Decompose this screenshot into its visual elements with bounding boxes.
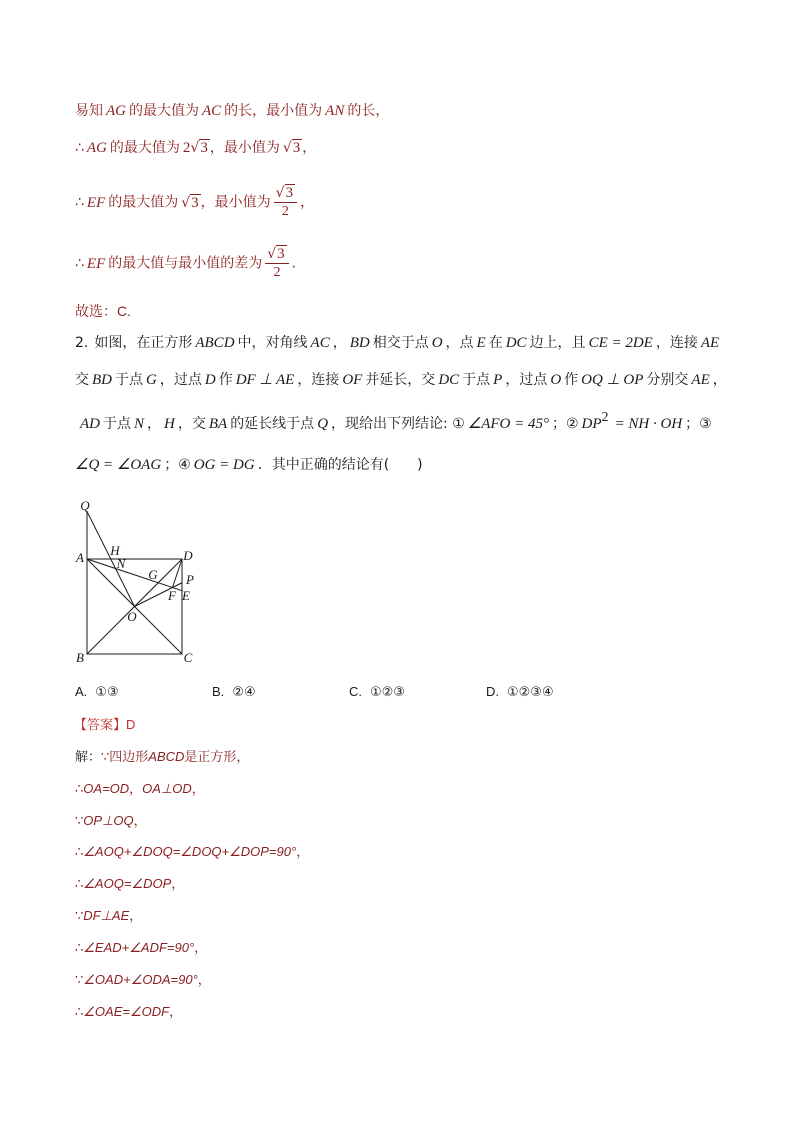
math-variable: O bbox=[550, 372, 562, 388]
fraction bbox=[265, 246, 288, 281]
text-segment: 的最大值为 bbox=[109, 140, 180, 156]
therefore-symbol: ∴ bbox=[75, 941, 84, 956]
text-segment: 的最大值为 bbox=[129, 103, 199, 119]
text-segment: 在 bbox=[488, 335, 503, 351]
prev-solution-line-4 bbox=[75, 246, 296, 281]
math-variable: ABCD bbox=[195, 335, 235, 351]
text-segment: 边上，且 bbox=[529, 335, 586, 351]
text-segment: ， bbox=[191, 782, 205, 797]
text-segment: 故选： bbox=[75, 304, 117, 320]
text-segment: ，交 bbox=[177, 416, 206, 432]
therefore-symbol: ∴ bbox=[75, 194, 84, 211]
option-c[interactable] bbox=[349, 682, 405, 703]
math-variable: AE bbox=[691, 372, 710, 388]
prev-solution-line-3 bbox=[75, 185, 314, 220]
answer-line bbox=[74, 715, 135, 736]
option-letter: D. bbox=[486, 684, 499, 699]
label-d: D bbox=[183, 548, 193, 563]
text-segment: ， bbox=[169, 1005, 183, 1020]
math-variable: OF bbox=[342, 372, 363, 388]
text-segment: 的最大值为 bbox=[108, 194, 179, 211]
math-expression: ∠EAD+∠ADF=90° bbox=[83, 940, 195, 955]
math-variable: P bbox=[493, 372, 503, 388]
text-segment: 如图，在正方形 bbox=[94, 335, 193, 351]
therefore-symbol: ∴ bbox=[75, 140, 84, 156]
option-letter: C. bbox=[349, 684, 362, 699]
math-variable: G bbox=[146, 372, 157, 388]
label-f: F bbox=[168, 588, 176, 603]
prev-solution-line-2 bbox=[75, 138, 316, 158]
chosen-option: C. bbox=[117, 303, 131, 319]
fraction-numerator bbox=[265, 246, 288, 264]
text-segment: ， bbox=[300, 194, 315, 211]
answer-label: 【答案】 bbox=[74, 718, 127, 733]
sqrt-coefficient: 2 bbox=[182, 140, 191, 156]
text-segment: ，连接 bbox=[655, 335, 698, 351]
math-variable: E bbox=[476, 335, 486, 351]
math-expression: OP⊥OQ bbox=[83, 813, 134, 828]
math-variable: AN bbox=[325, 103, 345, 119]
label-p: P bbox=[186, 572, 194, 587]
math-expression: ∠OAE=∠ODF bbox=[83, 1004, 170, 1019]
text-segment: ，过点 bbox=[505, 372, 548, 388]
math-expression: ∠AOQ+∠DOQ=∠DOQ+∠DOP=90° bbox=[83, 844, 297, 859]
text-segment: ，点 bbox=[445, 335, 474, 351]
geometry-figure bbox=[68, 495, 208, 670]
radical-sign: √ bbox=[190, 140, 200, 156]
math-variable: AC bbox=[310, 335, 330, 351]
text-segment: ， bbox=[133, 814, 147, 829]
text-segment: 并延长，交 bbox=[365, 372, 436, 388]
option-a[interactable] bbox=[75, 682, 119, 703]
math-variable: AE bbox=[700, 335, 720, 351]
option-b[interactable] bbox=[212, 682, 256, 703]
text-segment: ， bbox=[197, 973, 211, 988]
option-letter: B. bbox=[212, 684, 225, 699]
option-d[interactable] bbox=[486, 682, 554, 703]
question-number: 2. bbox=[75, 335, 89, 351]
text-segment: ， bbox=[171, 877, 185, 892]
label-b: B bbox=[76, 650, 84, 665]
text-segment: 于点 bbox=[103, 416, 131, 432]
math-expression: ∠OAD+∠ODA=90° bbox=[83, 972, 198, 987]
math-variable: EF bbox=[86, 194, 106, 211]
text-segment: ，最小值为 bbox=[200, 194, 271, 211]
question-line-3 bbox=[77, 410, 712, 435]
text-segment: 作 bbox=[564, 372, 579, 388]
label-n: N bbox=[116, 556, 126, 571]
solution-line-2 bbox=[75, 811, 147, 832]
solution-line-7 bbox=[75, 970, 211, 991]
option-value: ①③ bbox=[95, 685, 119, 700]
text-segment: ，现给出下列结论: ① bbox=[331, 416, 465, 432]
prev-solution-line-1 bbox=[75, 101, 389, 121]
radicand: 3 bbox=[292, 140, 301, 156]
radicand: 3 bbox=[277, 246, 285, 262]
radicand: 3 bbox=[285, 185, 294, 201]
math-expression: DF⊥AE bbox=[83, 908, 130, 923]
label-h: H bbox=[110, 543, 120, 558]
label-q: Q bbox=[80, 498, 90, 513]
superscript-exponent: 2 bbox=[601, 410, 609, 425]
math-expression: ∠Q = ∠OAG bbox=[75, 457, 162, 473]
text-segment: ；③ bbox=[685, 416, 712, 432]
radical-sign: √ bbox=[267, 246, 277, 262]
math-expression: DF ⊥ AE bbox=[235, 372, 295, 388]
solution-line-6 bbox=[75, 938, 207, 959]
text-segment: ∵四边形 bbox=[101, 750, 149, 765]
text-segment: 中，对角线 bbox=[237, 335, 308, 351]
text-segment: . bbox=[291, 255, 297, 272]
math-variable: N bbox=[134, 416, 145, 432]
math-expression: OG = DG bbox=[193, 457, 255, 473]
label-c: C bbox=[183, 650, 193, 665]
label-a: A bbox=[76, 550, 84, 565]
text-segment: 作 bbox=[218, 372, 233, 388]
label-g: G bbox=[148, 567, 158, 582]
segment-ae bbox=[87, 559, 182, 591]
solution-line-5 bbox=[75, 906, 142, 927]
therefore-symbol: ∴ bbox=[75, 782, 84, 797]
therefore-symbol: ∴ bbox=[75, 255, 84, 272]
question-line-2 bbox=[75, 370, 727, 390]
text-segment: 于点 bbox=[115, 372, 143, 388]
math-variable: AD bbox=[80, 416, 100, 432]
text-segment: ， bbox=[147, 416, 162, 432]
text-segment: 相交于点 bbox=[372, 335, 429, 351]
question-line-4 bbox=[75, 455, 423, 475]
answer-value: D bbox=[126, 717, 136, 732]
text-segment: ，过点 bbox=[159, 372, 202, 388]
therefore-symbol: ∴ bbox=[75, 1005, 84, 1020]
text-segment: ，最小值为 bbox=[209, 140, 280, 156]
text-segment: 的长，最小值为 bbox=[224, 103, 323, 119]
math-expression: ABCD bbox=[148, 749, 185, 764]
option-letter: A. bbox=[75, 684, 88, 699]
solution-line-1 bbox=[75, 779, 205, 800]
text-segment: 的最大值与最小值的差为 bbox=[108, 255, 263, 272]
text-segment: 交 bbox=[75, 372, 89, 388]
text-segment: 分别交 bbox=[646, 372, 689, 388]
because-symbol: ∵ bbox=[75, 909, 84, 924]
solution-line-3 bbox=[75, 842, 309, 863]
math-expression: ∠AOQ=∠DOP bbox=[83, 876, 172, 891]
math-expression: = NH · OH bbox=[614, 416, 683, 432]
option-value: ①②③ bbox=[370, 685, 405, 700]
math-variable: DC bbox=[438, 372, 460, 388]
prev-solution-choice bbox=[75, 301, 131, 322]
math-expression: OA=OD bbox=[83, 781, 130, 796]
math-variable: DP bbox=[581, 416, 602, 432]
therefore-symbol: ∴ bbox=[75, 845, 84, 860]
math-variable: BA bbox=[208, 416, 228, 432]
math-variable: AG bbox=[86, 140, 107, 156]
text-segment: ， bbox=[194, 941, 208, 956]
text-segment: ， bbox=[129, 909, 143, 924]
text-segment: ；② bbox=[551, 416, 579, 432]
fraction-denominator: 2 bbox=[273, 265, 281, 280]
label-e: E bbox=[182, 588, 190, 603]
fraction-denominator: 2 bbox=[281, 204, 289, 219]
text-segment: 易知 bbox=[75, 103, 103, 119]
therefore-symbol: ∴ bbox=[75, 877, 84, 892]
math-variable: H bbox=[164, 416, 175, 432]
radical-sign: √ bbox=[181, 194, 191, 211]
solution-line-8 bbox=[75, 1002, 182, 1023]
text-segment: 于点 bbox=[462, 372, 491, 388]
text-segment: ，连接 bbox=[297, 372, 340, 388]
text-segment: ， bbox=[129, 782, 143, 797]
text-segment: ， bbox=[296, 845, 310, 860]
text-segment: 是正方形， bbox=[184, 750, 250, 765]
radicand: 3 bbox=[191, 194, 199, 211]
radicand: 3 bbox=[200, 140, 208, 156]
text-segment: ．其中正确的结论有( ) bbox=[257, 457, 423, 473]
math-variable: EF bbox=[86, 255, 106, 272]
math-variable: BD bbox=[349, 335, 370, 351]
solution-line-0 bbox=[75, 747, 249, 768]
math-expression: ∠AFO = 45° bbox=[467, 416, 549, 432]
radical-sign: √ bbox=[275, 185, 285, 201]
option-value: ①②③④ bbox=[507, 685, 554, 700]
radical-sign: √ bbox=[282, 140, 292, 156]
math-expression: CE = 2DE bbox=[588, 335, 653, 351]
math-variable: Q bbox=[317, 416, 329, 432]
because-symbol: ∵ bbox=[75, 973, 84, 988]
math-variable: D bbox=[204, 372, 216, 388]
text-segment: 的延长线于点 bbox=[230, 416, 315, 432]
text-segment: ， bbox=[302, 140, 317, 156]
math-variable: DC bbox=[505, 335, 527, 351]
math-variable: O bbox=[431, 335, 443, 351]
math-variable: AC bbox=[202, 103, 222, 119]
math-expression: OQ ⊥ OP bbox=[581, 372, 644, 388]
text-segment: ， bbox=[712, 372, 727, 388]
option-value: ②④ bbox=[232, 685, 256, 700]
fraction bbox=[274, 185, 297, 220]
text-segment: ， bbox=[332, 335, 347, 351]
text-segment: ；④ bbox=[164, 457, 191, 473]
label-o: O bbox=[127, 609, 137, 624]
solution-line-4 bbox=[75, 874, 184, 895]
fraction-numerator bbox=[274, 185, 297, 203]
math-variable: AG bbox=[106, 103, 126, 119]
question-line-1 bbox=[75, 333, 722, 353]
math-variable: BD bbox=[92, 372, 112, 388]
math-expression: OA⊥OD bbox=[142, 781, 192, 796]
because-symbol: ∵ bbox=[75, 814, 84, 829]
solution-label: 解： bbox=[75, 750, 102, 765]
text-segment: 的长， bbox=[347, 103, 390, 119]
